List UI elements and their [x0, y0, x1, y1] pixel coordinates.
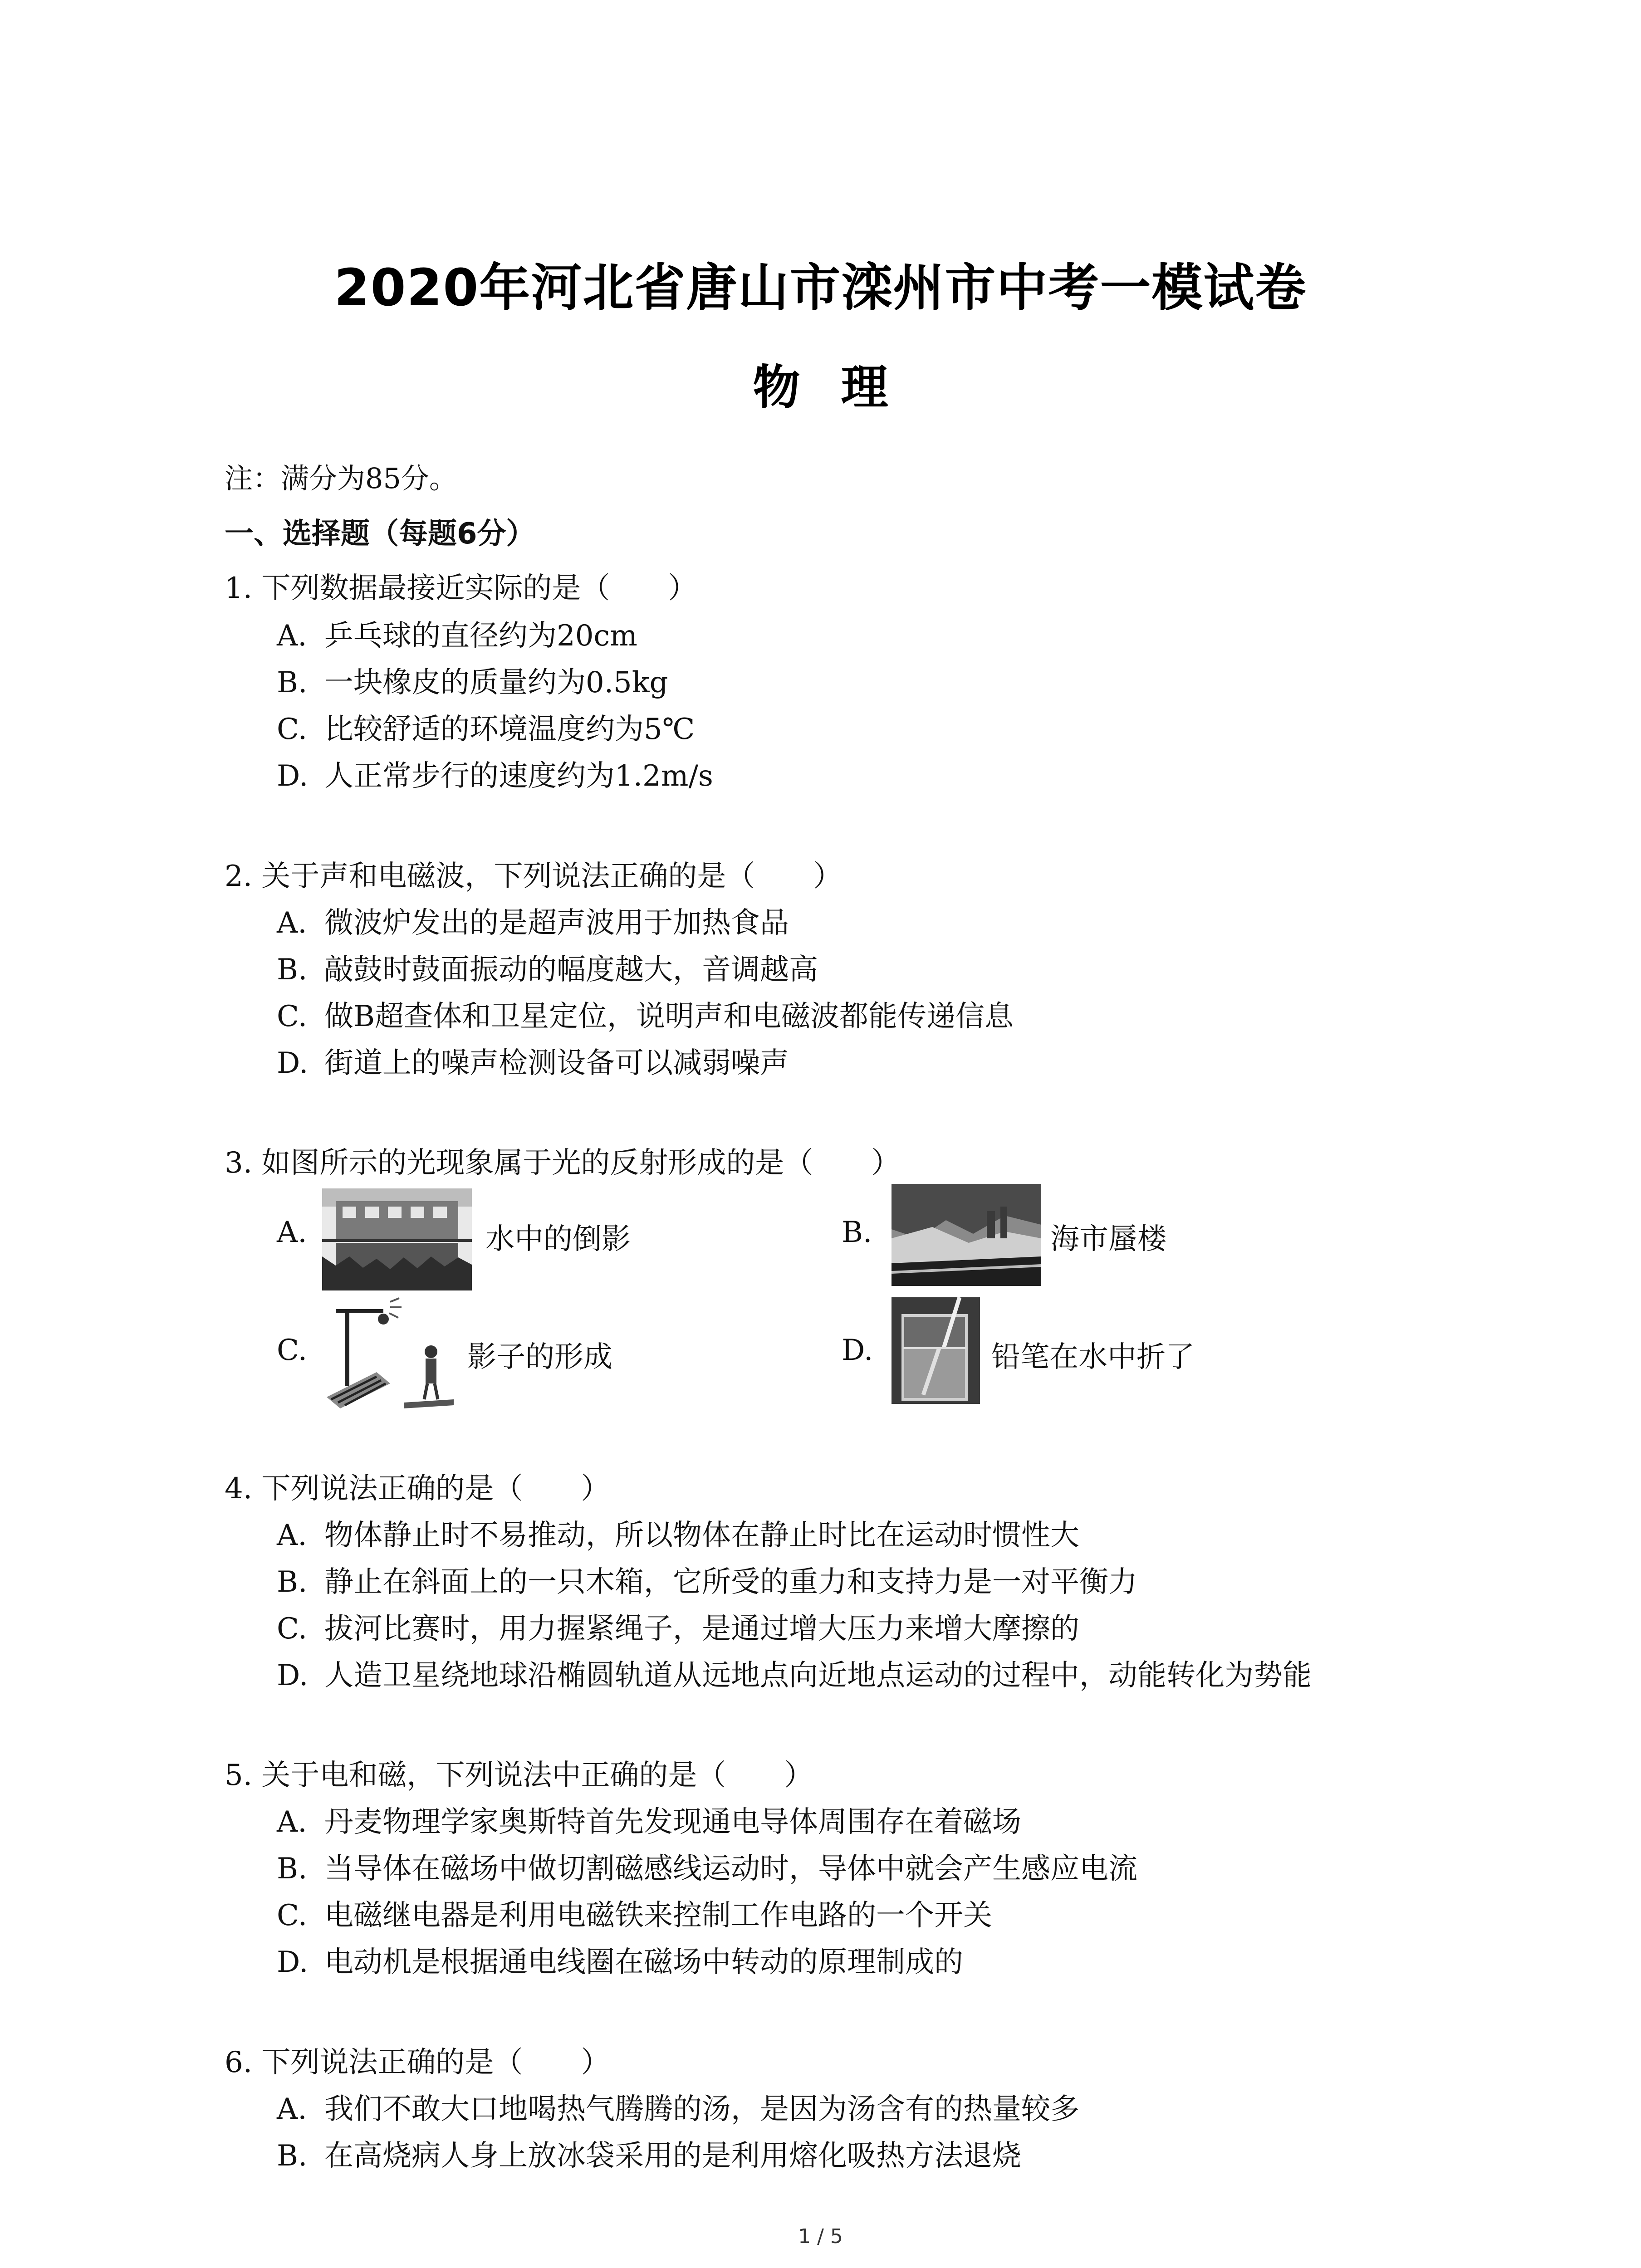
question-5-option-b: B. 当导体在磁场中做切割磁感线运动时，导体中就会产生感应电流	[277, 1852, 1137, 1886]
question-4-option-c: C. 拔河比赛时，用力握紧绳子，是通过增大压力来增大摩擦的	[277, 1612, 1079, 1646]
question-1-option-c: C. 比较舒适的环境温度约为5℃	[277, 713, 695, 746]
question-6-stem: 6. 下列说法正确的是（ ）	[225, 2046, 610, 2079]
question-3-stem: 3. 如图所示的光现象属于光的反射形成的是（ ）	[225, 1146, 901, 1180]
question-5-option-d: D. 电动机是根据通电线圈在磁场中转动的原理制成的	[277, 1945, 963, 1979]
subject-title: 物理	[753, 360, 929, 415]
question-2-option-a: A. 微波炉发出的是超声波用于加热食品	[277, 906, 789, 940]
question-3-option-d: D. 铅笔在水中折了	[842, 1297, 1386, 1415]
question-1-option-b: B. 一块橡皮的质量约为0.5kg	[277, 666, 668, 699]
question-4-option-b: B. 静止在斜面上的一只木箱，它所受的重力和支持力是一对平衡力	[277, 1565, 1137, 1599]
question-3-option-b: B. 海市蜃楼	[842, 1184, 1386, 1293]
question-2-option-d: D. 街道上的噪声检测设备可以减弱噪声	[277, 1046, 789, 1080]
question-2-option-b: B. 敲鼓时鼓面振动的幅度越大，音调越高	[277, 953, 818, 987]
water-reflection-image	[322, 1188, 472, 1290]
shadow-formation-image	[322, 1297, 472, 1413]
question-6-option-b: B. 在高烧病人身上放冰袋采用的是利用熔化吸热方法退烧	[277, 2139, 1021, 2173]
question-1-option-a: A. 乒乓球的直径约为20cm	[277, 619, 637, 653]
question-2-option-c: C. 做B超查体和卫星定位，说明声和电磁波都能传递信息	[277, 1000, 1014, 1033]
question-1-stem: 1. 下列数据最接近实际的是（ ）	[225, 572, 697, 605]
question-6-option-a: A. 我们不敢大口地喝热气腾腾的汤，是因为汤含有的热量较多	[277, 2092, 1079, 2126]
question-2-stem: 2. 关于声和电磁波，下列说法正确的是（ ）	[225, 860, 843, 893]
section-heading: 一、选择题（每题6分）	[225, 517, 535, 551]
question-1-option-d: D. 人正常步行的速度约为1.2m/s	[277, 759, 713, 793]
question-3-option-c: C. 影子的形成	[277, 1297, 821, 1415]
exam-title: 2020年河北省唐山市滦州市中考一模试卷	[334, 259, 1307, 318]
question-4-stem: 4. 下列说法正确的是（ ）	[225, 1472, 610, 1505]
page-number: 1 / 5	[798, 2225, 843, 2248]
mirage-image	[892, 1184, 1041, 1286]
question-5-option-a: A. 丹麦物理学家奥斯特首先发现通电导体周围存在着磁场	[277, 1805, 1021, 1839]
question-5-stem: 5. 关于电和磁，下列说法中正确的是（ ）	[225, 1759, 813, 1792]
question-4-option-a: A. 物体静止时不易推动，所以物体在静止时比在运动时惯性大	[277, 1519, 1079, 1552]
question-4-option-d: D. 人造卫星绕地球沿椭圆轨道从远地点向近地点运动的过程中，动能转化为势能	[277, 1659, 1312, 1692]
bent-pencil-image	[892, 1297, 980, 1404]
question-5-option-c: C. 电磁继电器是利用电磁铁来控制工作电路的一个开关	[277, 1899, 992, 1932]
question-3-option-a: A. 水中的倒影	[277, 1188, 821, 1293]
score-note: 注：满分为85分。	[225, 462, 457, 495]
